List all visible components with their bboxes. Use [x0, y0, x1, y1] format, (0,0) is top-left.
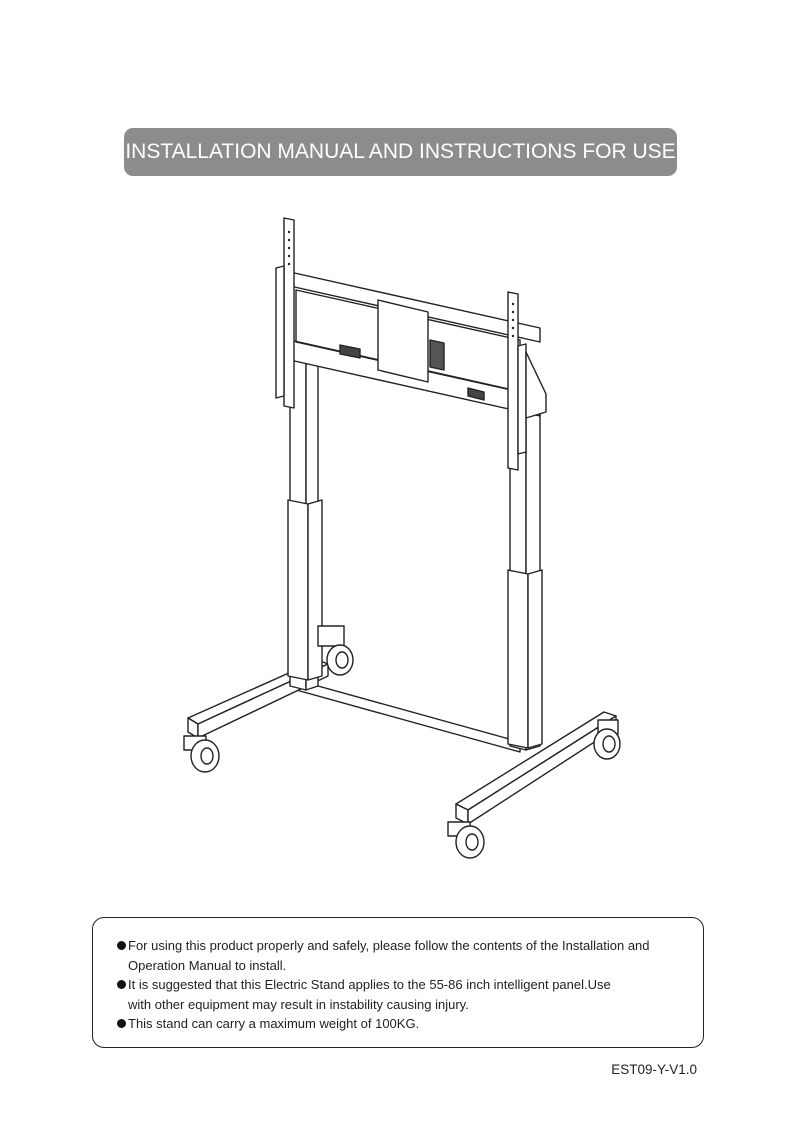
notice-text: For using this product properly and safely, please follow the contents of the Installation and: [128, 938, 650, 953]
notice-text: with other equipment may result in instability causing injury.: [128, 996, 469, 1012]
document-title: INSTALLATION MANUAL AND INSTRUCTIONS FOR USE: [125, 140, 676, 163]
bullet-icon: [117, 941, 126, 950]
bullet-icon: [117, 1019, 126, 1028]
caster-wheel: [448, 822, 484, 858]
model-code: EST09-Y-V1.0: [611, 1062, 697, 1077]
notice-text: It is suggested that this Electric Stand applies to the 55-86 inch intelligent panel.Use: [128, 977, 611, 992]
notice-item: [117, 936, 703, 975]
notice-text: This stand can carry a maximum weight of 100KG.: [128, 1016, 420, 1031]
caster-wheel: [594, 720, 620, 759]
notice-text: Operation Manual to install.: [128, 957, 287, 973]
caster-wheel: [184, 736, 219, 772]
notice-item: [117, 975, 703, 1014]
notice-item: [117, 1014, 703, 1034]
bullet-icon: [117, 980, 126, 989]
safety-notice-box: [92, 917, 704, 1048]
